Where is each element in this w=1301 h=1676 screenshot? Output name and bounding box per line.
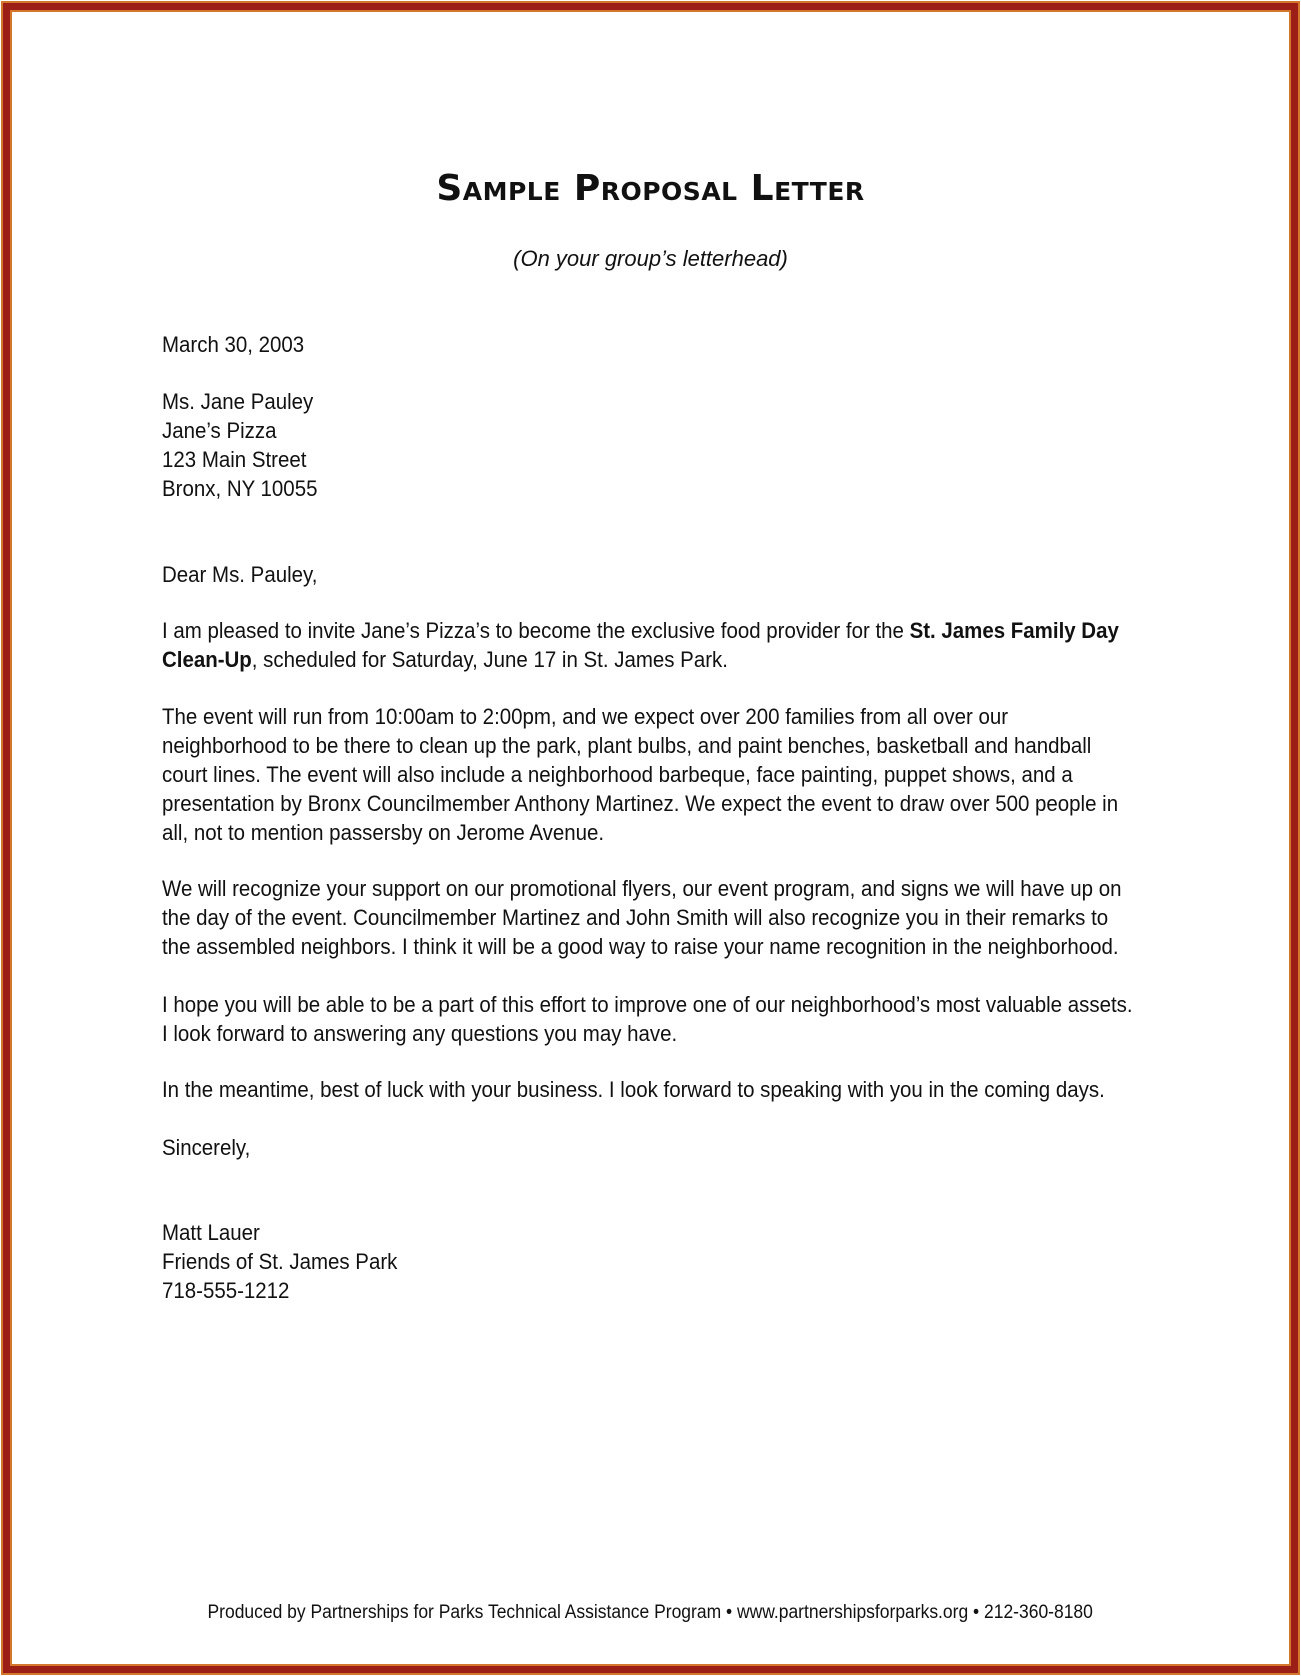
letter-title: Sample Proposal Letter [436,168,865,209]
recipient-address [162,387,1083,503]
paragraph-line: the day of the event. Councilmember Martinez and John Smith will also recognize you in their remarks to [162,905,1109,930]
letter-date [162,330,1083,359]
paragraph-line: presentation by Bronx Councilmember Anthony Martinez. We expect the event to draw over 500 people in [162,791,1119,816]
signature-block [162,1218,1083,1305]
paragraph-line: I look forward to answering any questions you may have. [162,1021,678,1046]
paragraph-line: I hope you will be able to be a part of this effort to improve one of our neighborhood’s most valuable assets. [162,992,1133,1017]
signer-phone: 718-555-1212 [162,1278,290,1303]
paragraph-line [162,616,1119,645]
signer-name: Matt Lauer [162,1220,260,1245]
event-name-part2: Clean-Up [162,647,252,672]
salutation-text: Dear Ms. Pauley, [162,562,318,587]
signer-organization: Friends of St. James Park [162,1249,398,1274]
paragraph-line: all, not to mention passersby on Jerome Avenue. [162,820,605,845]
salutation [162,560,1083,589]
date-text: March 30, 2003 [162,332,305,357]
paragraph-invitation [162,616,1119,674]
paragraph-line: We will recognize your support on our promotional flyers, our event program, and signs we will have up on [162,876,1122,901]
paragraph-line [162,645,1083,674]
paragraph-event-details [162,702,1119,847]
letterhead-note: (On your group’s letterhead) [513,246,788,271]
paragraph-line: The event will run from 10:00am to 2:00pm, and we expect over 200 families from all over our [162,704,1009,729]
paragraph-line: In the meantime, best of luck with your business. I look forward to speaking with you in the coming days. [162,1077,1105,1102]
paragraph-hope [162,990,1133,1048]
paragraph-text: I am pleased to invite Jane’s Pizza’s to become the exclusive food provider for the [162,618,910,643]
closing-text: Sincerely, [162,1135,251,1160]
recipient-street: 123 Main Street [162,447,307,472]
paragraph-line: the assembled neighbors. I think it will be a good way to raise your name recognition in the neighborhood. [162,934,1119,959]
recipient-city: Bronx, NY 10055 [162,476,318,501]
paragraph-line: court lines. The event will also include a neighborhood barbeque, face painting, puppet shows, and a [162,762,1073,787]
paragraph-text: , scheduled for Saturday, June 17 in St. James Park. [251,647,728,672]
recipient-name: Ms. Jane Pauley [162,389,314,414]
closing [162,1133,1083,1162]
page-footer [0,1602,1301,1624]
paragraph-meantime [162,1075,1105,1104]
paragraph-recognition [162,874,1122,961]
event-name-part1: St. James Family Day [909,618,1119,643]
paragraph-line: neighborhood to be there to clean up the park, plant bulbs, and paint benches, basketball and handball [162,733,1092,758]
recipient-company: Jane’s Pizza [162,418,277,443]
footer-text: Produced by Partnerships for Parks Technical Assistance Program • www.partnershipsforparks.org • 212-360-8180 [207,1602,1094,1623]
